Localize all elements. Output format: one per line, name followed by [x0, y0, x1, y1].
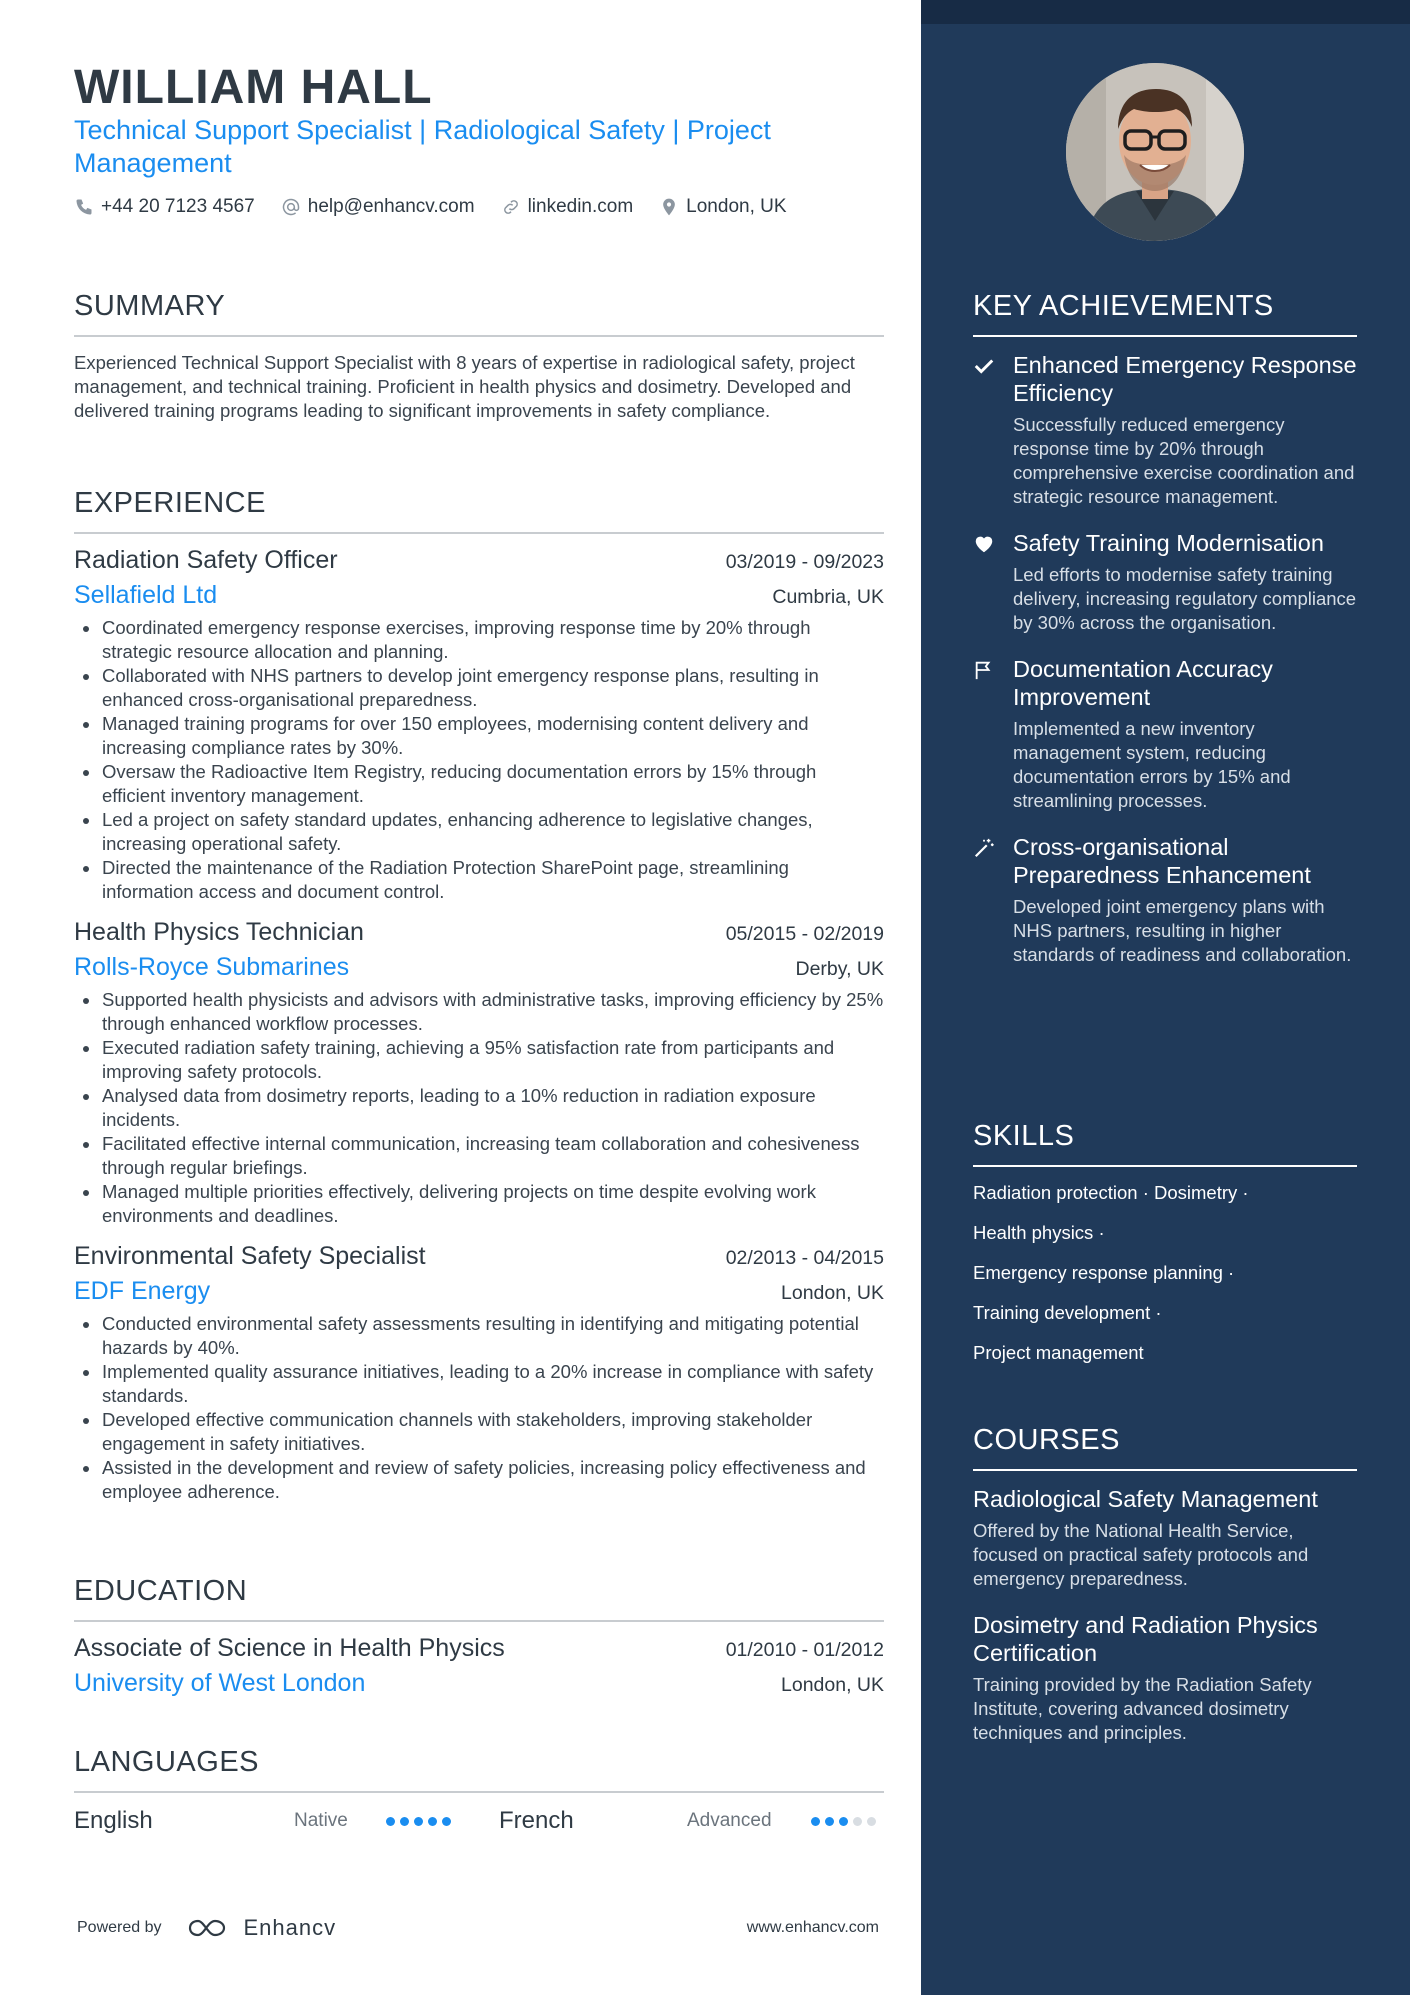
course-title: Dosimetry and Radiation Physics Certification: [973, 1612, 1318, 1666]
achievements-heading: KEY ACHIEVEMENTS: [973, 290, 1357, 337]
job-location: London, UK: [781, 1282, 884, 1304]
experience-heading: EXPERIENCE: [74, 487, 884, 534]
candidate-name: WILLIAM HALL: [74, 61, 433, 114]
achievement-title: Enhanced Emergency Response Efficiency: [1013, 352, 1357, 406]
rating-dot-filled: [428, 1817, 437, 1826]
rating-dot-filled: [811, 1817, 820, 1826]
contact-email[interactable]: [281, 196, 475, 218]
languages-heading: LANGUAGES: [74, 1746, 884, 1793]
bullet-item: Facilitated effective internal communication, increasing team collaboration and cohesiveness through regular briefings.: [74, 1132, 884, 1180]
degree-title: Associate of Science in Health Physics: [74, 1634, 505, 1662]
skills-list: [973, 1173, 1357, 1373]
job-title: Environmental Safety Specialist: [74, 1242, 426, 1270]
language-name: English: [74, 1807, 153, 1834]
course-item: [973, 1485, 1357, 1591]
link-icon: [501, 197, 521, 217]
courses-heading: COURSES: [973, 1424, 1357, 1471]
achievement-desc: Led efforts to modernise safety training delivery, increasing regulatory compliance by 30% across the organisation.: [1013, 564, 1357, 633]
job-company[interactable]: Sellafield Ltd: [74, 581, 218, 609]
achievement-item: [973, 655, 1357, 813]
language-name: French: [499, 1807, 574, 1834]
achievement-title: Cross-organisational Preparedness Enhancement: [1013, 834, 1311, 888]
education-location: London, UK: [781, 1674, 884, 1696]
course-desc: Training provided by the Radiation Safety Institute, covering advanced dosimetry techniques and principles.: [973, 1674, 1312, 1743]
contact-phone[interactable]: [74, 196, 255, 218]
bullet-item: Collaborated with NHS partners to develop joint emergency response plans, resulting in enhanced cross-organisational preparedness.: [74, 664, 884, 712]
language-item: [74, 1807, 499, 1835]
bullet-item: Coordinated emergency response exercises, improving response time by 20% through strategic resource allocation and planning.: [74, 616, 884, 664]
summary-section: [74, 290, 884, 423]
rating-dot-filled: [386, 1817, 395, 1826]
phone-icon: [74, 197, 94, 217]
bullet-item: Assisted in the development and review of safety policies, increasing policy effectiveness and employee adherence.: [74, 1456, 884, 1504]
location-icon: [659, 197, 679, 217]
contact-location-text: London, UK: [686, 196, 787, 217]
bullet-item: Led a project on safety standard updates, enhancing adherence to legislative changes, increasing operational safety.: [74, 808, 884, 856]
bullet-item: Oversaw the Radioactive Item Registry, reducing documentation errors by 15% through efficient inventory management.: [74, 760, 884, 808]
achievement-item: [973, 833, 1357, 967]
job-bullets: [74, 988, 884, 1228]
contact-linkedin-text: linkedin.com: [527, 196, 634, 217]
footer-url[interactable]: www.enhancv.com: [746, 1919, 879, 1936]
skill-item: Project management: [973, 1342, 1144, 1363]
brand-name: Enhancv: [243, 1915, 337, 1940]
at-icon: [281, 197, 301, 217]
contact-location: [659, 196, 786, 218]
course-title: Radiological Safety Management: [973, 1486, 1318, 1512]
bullet-item: Developed effective communication channels with stakeholders, improving stakeholder engagement in safety initiatives.: [74, 1408, 884, 1456]
experience-section: [74, 487, 884, 1504]
rating-dot-filled: [400, 1817, 409, 1826]
achievement-item: [973, 529, 1357, 635]
rating-dot-filled: [442, 1817, 451, 1826]
contact-linkedin[interactable]: [501, 196, 634, 218]
achievement-desc: Implemented a new inventory management system, reducing documentation errors by 15% and streamlining processes.: [1013, 718, 1291, 811]
course-item: [973, 1611, 1357, 1745]
avatar-photo: [1066, 63, 1244, 241]
courses-section: [973, 1424, 1357, 1745]
achievement-desc: Successfully reduced emergency response time by 20% through comprehensive exercise coordination and strategic resource management.: [1013, 414, 1355, 507]
achievement-item: [973, 351, 1357, 509]
skill-item: Radiation protection · Dosimetry ·: [973, 1182, 1249, 1203]
skills-section: [973, 1120, 1357, 1373]
job-bullets: [74, 1312, 884, 1504]
enhancv-logo[interactable]: [186, 1915, 337, 1941]
language-level: Native: [294, 1810, 348, 1831]
check-icon: [973, 355, 995, 377]
language-rating: [811, 1817, 876, 1826]
footer: [77, 1915, 879, 1941]
magic-wand-icon: [973, 837, 995, 859]
bullet-item: Implemented quality assurance initiatives, leading to a 20% increase in compliance with safety standards.: [74, 1360, 884, 1408]
school-name[interactable]: University of West London: [74, 1669, 366, 1697]
education-dates: 01/2010 - 01/2012: [725, 1639, 884, 1661]
languages-section: [74, 1746, 884, 1835]
job-entry: [74, 546, 884, 904]
sidebar-top-bar: [921, 0, 1410, 24]
skill-item: Health physics ·: [973, 1222, 1105, 1243]
job-dates: 02/2013 - 04/2015: [725, 1247, 884, 1269]
bullet-item: Supported health physicists and advisors with administrative tasks, improving efficiency by 25% through enhanced workflow processes.: [74, 988, 884, 1036]
rating-dot-empty: [867, 1817, 876, 1826]
summary-text: Experienced Technical Support Specialist with 8 years of expertise in radiological safety, project management, and technical training. Proficient in health physics and dosimetry. Developed and delivered training programs leading to significant improvements in safety compliance.: [74, 352, 855, 421]
skills-heading: SKILLS: [973, 1120, 1357, 1167]
bullet-item: Conducted environmental safety assessments resulting in identifying and mitigating potential hazards by 40%.: [74, 1312, 884, 1360]
job-entry: [74, 918, 884, 1228]
bullet-item: Analysed data from dosimetry reports, leading to a 10% reduction in radiation exposure incidents.: [74, 1084, 884, 1132]
bullet-item: Executed radiation safety training, achieving a 95% satisfaction rate from participants and improving safety protocols.: [74, 1036, 884, 1084]
avatar: [1066, 63, 1244, 241]
job-dates: 03/2019 - 09/2023: [725, 551, 884, 573]
achievements-section: [973, 290, 1357, 967]
job-company[interactable]: EDF Energy: [74, 1277, 211, 1305]
job-bullets: [74, 616, 884, 904]
rating-dot-filled: [825, 1817, 834, 1826]
achievement-title: Documentation Accuracy Improvement: [1013, 656, 1273, 710]
rating-dot-filled: [839, 1817, 848, 1826]
language-rating: [386, 1817, 451, 1826]
job-location: Derby, UK: [795, 958, 884, 980]
infinity-icon: [186, 1916, 232, 1940]
job-entry: [74, 1242, 884, 1504]
flag-icon: [973, 659, 995, 681]
course-desc: Offered by the National Health Service, focused on practical safety protocols and emergency preparedness.: [973, 1520, 1309, 1589]
skill-item: Training development ·: [973, 1302, 1162, 1323]
bullet-item: Directed the maintenance of the Radiation Protection SharePoint page, streamlining information access and document control.: [74, 856, 884, 904]
language-level: Advanced: [687, 1810, 772, 1831]
education-heading: EDUCATION: [74, 1575, 884, 1622]
candidate-title: Technical Support Specialist | Radiological Safety | Project Management: [74, 115, 771, 178]
powered-by-label: Powered by: [77, 1919, 162, 1936]
contact-phone-text: +44 20 7123 4567: [101, 196, 255, 217]
achievement-title: Safety Training Modernisation: [1013, 530, 1324, 556]
bullet-item: Managed training programs for over 150 employees, modernising content delivery and increasing compliance rates by 30%.: [74, 712, 884, 760]
education-section: [74, 1575, 884, 1698]
job-location: Cumbria, UK: [772, 586, 884, 608]
job-title: Health Physics Technician: [74, 918, 364, 946]
heart-icon: [973, 533, 995, 555]
job-company[interactable]: Rolls-Royce Submarines: [74, 953, 350, 981]
language-item: [499, 1807, 884, 1835]
bullet-item: Managed multiple priorities effectively, delivering projects on time despite evolving work environments and deadlines.: [74, 1180, 884, 1228]
rating-dot-filled: [414, 1817, 423, 1826]
rating-dot-empty: [853, 1817, 862, 1826]
contact-bar: [74, 196, 787, 218]
powered-by: [77, 1915, 336, 1941]
achievement-desc: Developed joint emergency plans with NHS partners, resulting in higher standards of readiness and collaboration.: [1013, 896, 1352, 965]
contact-email-text: help@enhancv.com: [307, 196, 475, 217]
skill-item: Emergency response planning ·: [973, 1262, 1235, 1283]
job-title: Radiation Safety Officer: [74, 546, 338, 574]
sidebar: [921, 0, 1410, 1995]
job-dates: 05/2015 - 02/2019: [725, 923, 884, 945]
summary-heading: SUMMARY: [74, 290, 884, 337]
